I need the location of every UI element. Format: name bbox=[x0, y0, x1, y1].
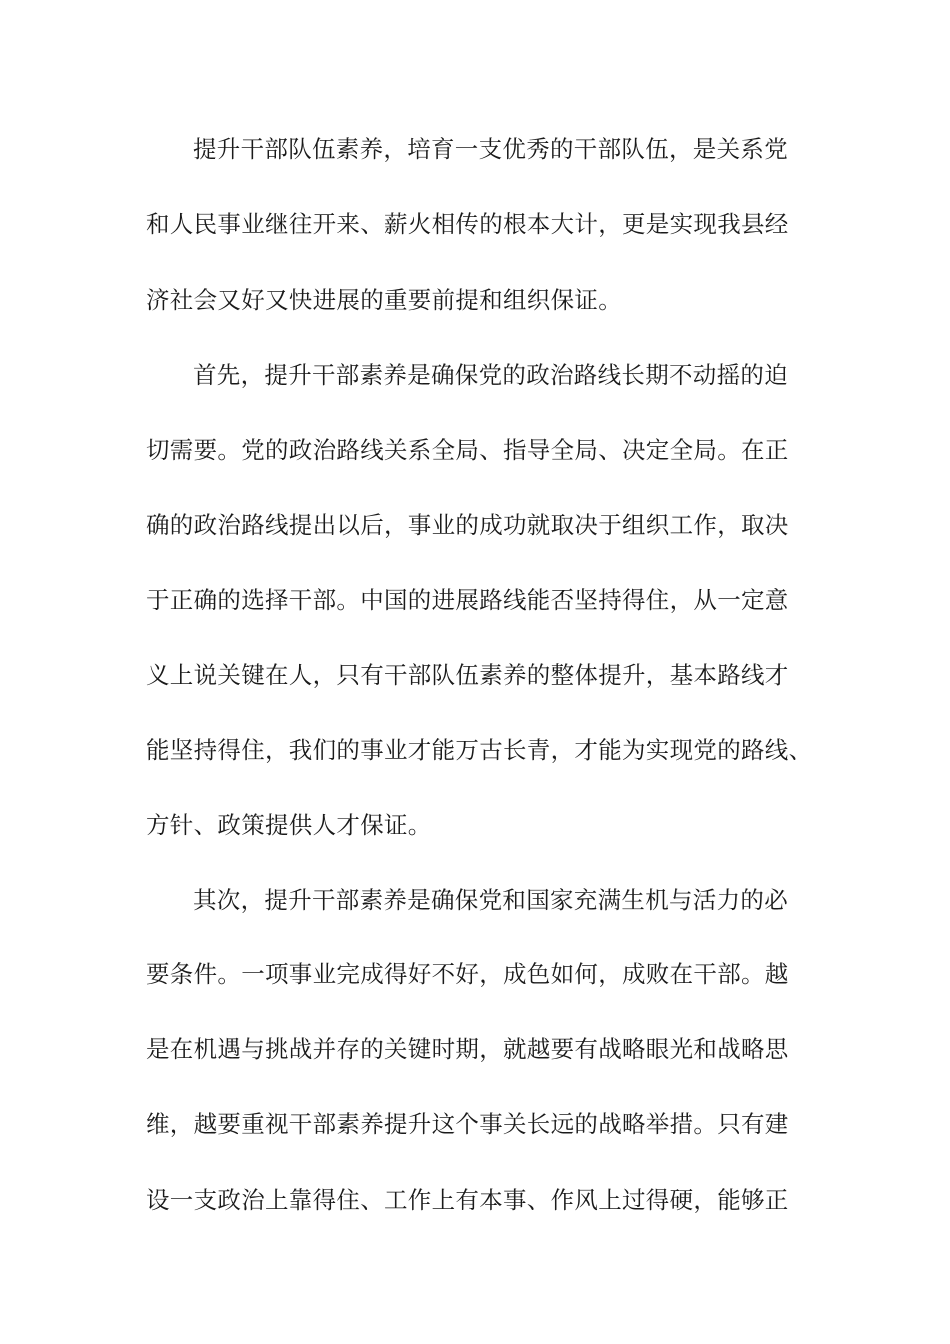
paragraph-1-line-2: 和人民事业继往开来、薪火相传的根本大计，更是实现我县经 bbox=[146, 210, 789, 238]
paragraph-1-line-1: 提升干部队伍素养，培育一支优秀的干部队伍，是关系党 bbox=[193, 135, 788, 163]
paragraph-1-line-3: 济社会又好又快进展的重要前提和组织保证。 bbox=[146, 286, 622, 314]
paragraph-2-line-5: 义上说关键在人，只有干部队伍素养的整体提升，基本路线才 bbox=[146, 661, 789, 689]
paragraph-2-line-6: 能坚持得住，我们的事业才能万古长青，才能为实现党的路线、 bbox=[146, 736, 813, 764]
paragraph-2-line-2: 切需要。党的政治路线关系全局、指导全局、决定全局。在正 bbox=[146, 436, 789, 464]
paragraph-2-line-7: 方针、政策提供人才保证。 bbox=[146, 811, 432, 839]
paragraph-3-line-5: 设一支政治上靠得住、工作上有本事、作风上过得硬，能够正 bbox=[146, 1186, 789, 1214]
paragraph-3-line-2: 要条件。一项事业完成得好不好，成色如何，成败在干部。越 bbox=[146, 960, 789, 988]
paragraph-2-line-3: 确的政治路线提出以后，事业的成功就取决于组织工作，取决 bbox=[146, 511, 789, 539]
paragraph-2-line-4: 于正确的选择干部。中国的进展路线能否坚持得住，从一定意 bbox=[146, 586, 789, 614]
paragraph-3-line-3: 是在机遇与挑战并存的关键时期，就越要有战略眼光和战略思 bbox=[146, 1035, 789, 1063]
paragraph-2-line-1: 首先，提升干部素养是确保党的政治路线长期不动摇的迫 bbox=[193, 361, 788, 389]
paragraph-3-line-4: 维，越要重视干部素养提升这个事关长远的战略举措。只有建 bbox=[146, 1110, 789, 1138]
paragraph-3-line-1: 其次，提升干部素养是确保党和国家充满生机与活力的必 bbox=[193, 886, 788, 914]
